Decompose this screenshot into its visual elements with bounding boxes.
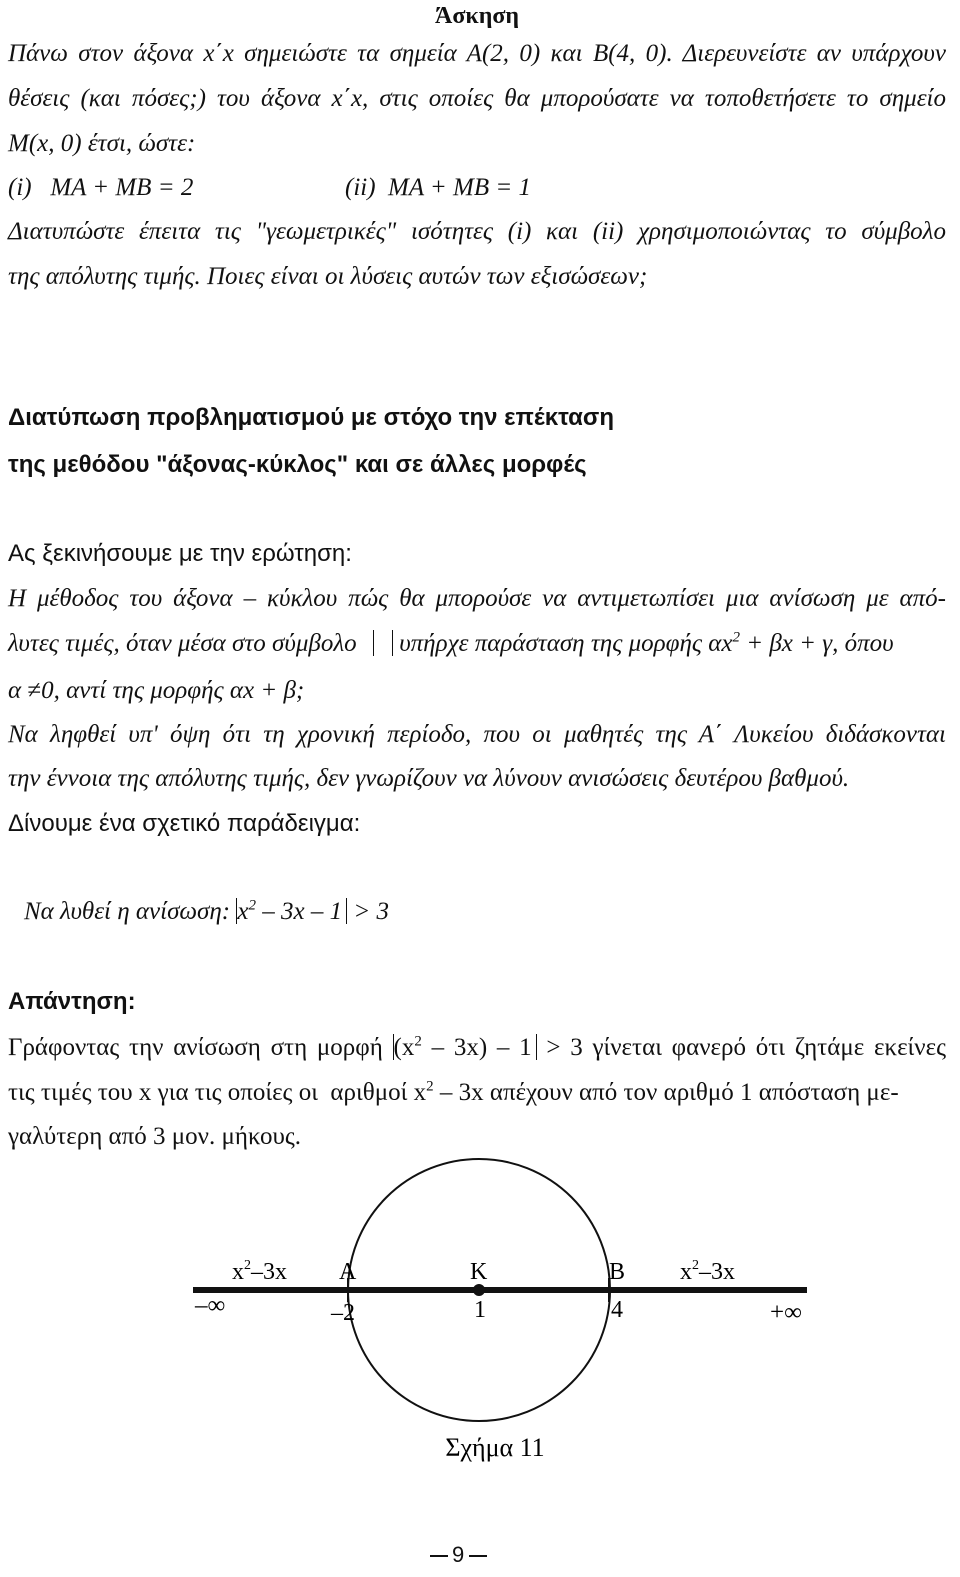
- label-A: Α: [339, 1259, 357, 1285]
- exercise-heading: Άσκηση: [434, 3, 520, 29]
- answer-line-1a: Γράφοντας την ανίσωση στη μορφή: [8, 1034, 393, 1061]
- question-line-2c: + βx + γ, όπου: [739, 630, 894, 657]
- answer-line-3: γαλύτερη από 3 μον. μήκους.: [8, 1123, 302, 1150]
- example-x: x: [237, 898, 249, 925]
- page-dash-left: [430, 1555, 448, 1557]
- note-line-1: Να ληφθεί υπ' όψη ότι τη χρονική περίοδο, που οι μαθητές της Α΄ Λυκείου διδάσκονται: [8, 721, 946, 748]
- example-prefix: Να λυθεί η ανίσωση:: [24, 898, 237, 925]
- question-line-1: Η μέθοδος του άξονα – κύκλου πώς θα μπορούσε να αντιμετωπίσει μια ανίσωση με από-: [8, 585, 946, 612]
- exercise-line-5: Διατυπώστε έπειτα τις "γεωμετρικές" ισότητες (i) και (ii) χρησιμοποιώντας το σύμβολο: [8, 218, 946, 245]
- note-line-2: την έννοια της απόλυτης τιμής, δεν γνωρίζουν να λύνουν ανισώσεις δευτέρου βαθμού.: [8, 765, 850, 792]
- condition-ii: (ii) ΜΑ + ΜΒ = 1: [345, 174, 532, 201]
- question-line-2-sup: 2: [732, 629, 740, 646]
- value-B: 4: [611, 1297, 623, 1323]
- exercise-line-1: Πάνω στον άξονα x΄x σημειώστε τα σημεία Α(2, 0) και Β(4, 0). Διερευνείστε αν υπάρχουν: [8, 40, 946, 67]
- question-line-3: [8, 675, 946, 707]
- left-expression: [232, 1258, 287, 1285]
- label-B: Β: [609, 1259, 626, 1285]
- center-point-K: [473, 1284, 485, 1296]
- answer-line-2: [8, 1077, 946, 1109]
- answer-line-1c: – 3x) – 1: [421, 1034, 532, 1061]
- page-number: 9: [452, 1542, 465, 1567]
- value-K: 1: [474, 1297, 486, 1323]
- figure-caption: Σχήμα 11: [445, 1433, 545, 1462]
- right-expression: [680, 1258, 735, 1285]
- page-dash-right: [469, 1555, 487, 1557]
- example-inequality: [24, 896, 946, 928]
- not-equal-sign: ≠: [27, 677, 42, 704]
- label-K: Κ: [470, 1259, 488, 1285]
- neg-infinity: –∞: [195, 1292, 226, 1319]
- example-tail: > 3: [347, 898, 389, 925]
- section-title-line-2: της μεθόδου "άξονας-κύκλος" και σε άλλες μορφές: [8, 451, 587, 478]
- question-line-2: [8, 628, 946, 660]
- question-line-2b: υπήρχε παράσταση της μορφής αx: [399, 630, 733, 657]
- right-expr-rest: –3x: [699, 1259, 735, 1285]
- page-number-block: [0, 1541, 960, 1571]
- question-line-2a: λυτες τιμές, όταν μέσα στο σύμβολο: [8, 630, 357, 657]
- answer-line-2a: τις τιμές του x για τις οποίες οι αριθμοί x: [8, 1079, 427, 1106]
- question-line-3a: α: [8, 677, 22, 704]
- answer-line-2b: – 3x απέχουν από τον αριθμό 1 απόσταση με-: [433, 1079, 899, 1106]
- abs-bar-left: [373, 630, 374, 656]
- value-A: –2: [331, 1300, 355, 1326]
- abs-bar-right: [392, 630, 393, 656]
- answer-line-1d: > 3 γίνεται φανερό ότι ζητάμε εκείνες: [536, 1034, 946, 1061]
- left-expr-sup: 2: [244, 1258, 251, 1273]
- answer-label: Απάντηση:: [8, 988, 136, 1015]
- question-intro: Ας ξεκινήσουμε με την ερώτηση:: [8, 540, 352, 567]
- answer-line-2-sup: 2: [426, 1078, 434, 1095]
- example-rest: – 3x – 1: [255, 898, 343, 925]
- left-expr-x: x: [232, 1259, 244, 1285]
- answer-line-1-sup: 2: [414, 1033, 422, 1050]
- example-intro: Δίνουμε ένα σχετικό παράδειγμα:: [8, 810, 361, 837]
- question-line-3b: 0, αντί της μορφής αx + β;: [41, 677, 305, 704]
- exercise-line-2: θέσεις (και πόσες;) του άξονα x΄x, στις οποίες θα μπορούσατε να τοποθετήσετε το σημείο: [8, 85, 946, 112]
- left-expr-rest: –3x: [251, 1259, 287, 1285]
- answer-line-1b: (x: [393, 1034, 415, 1061]
- right-expr-sup: 2: [692, 1258, 699, 1273]
- exercise-line-3: Μ(x, 0) έτσι, ώστε:: [8, 130, 196, 157]
- condition-i: (i) ΜΑ + ΜΒ = 2: [8, 174, 194, 201]
- figure-axis-circle: [0, 1150, 960, 1510]
- example-sup: 2: [248, 897, 256, 914]
- pos-infinity: +∞: [770, 1299, 802, 1326]
- right-expr-x: x: [680, 1259, 692, 1285]
- section-title-line-1: Διατύπωση προβληματισμού με στόχο την επέκταση: [8, 404, 615, 431]
- answer-line-1: [8, 1032, 946, 1064]
- exercise-line-6: της απόλυτης τιμής. Ποιες είναι οι λύσεις αυτών των εξισώσεων;: [8, 263, 648, 290]
